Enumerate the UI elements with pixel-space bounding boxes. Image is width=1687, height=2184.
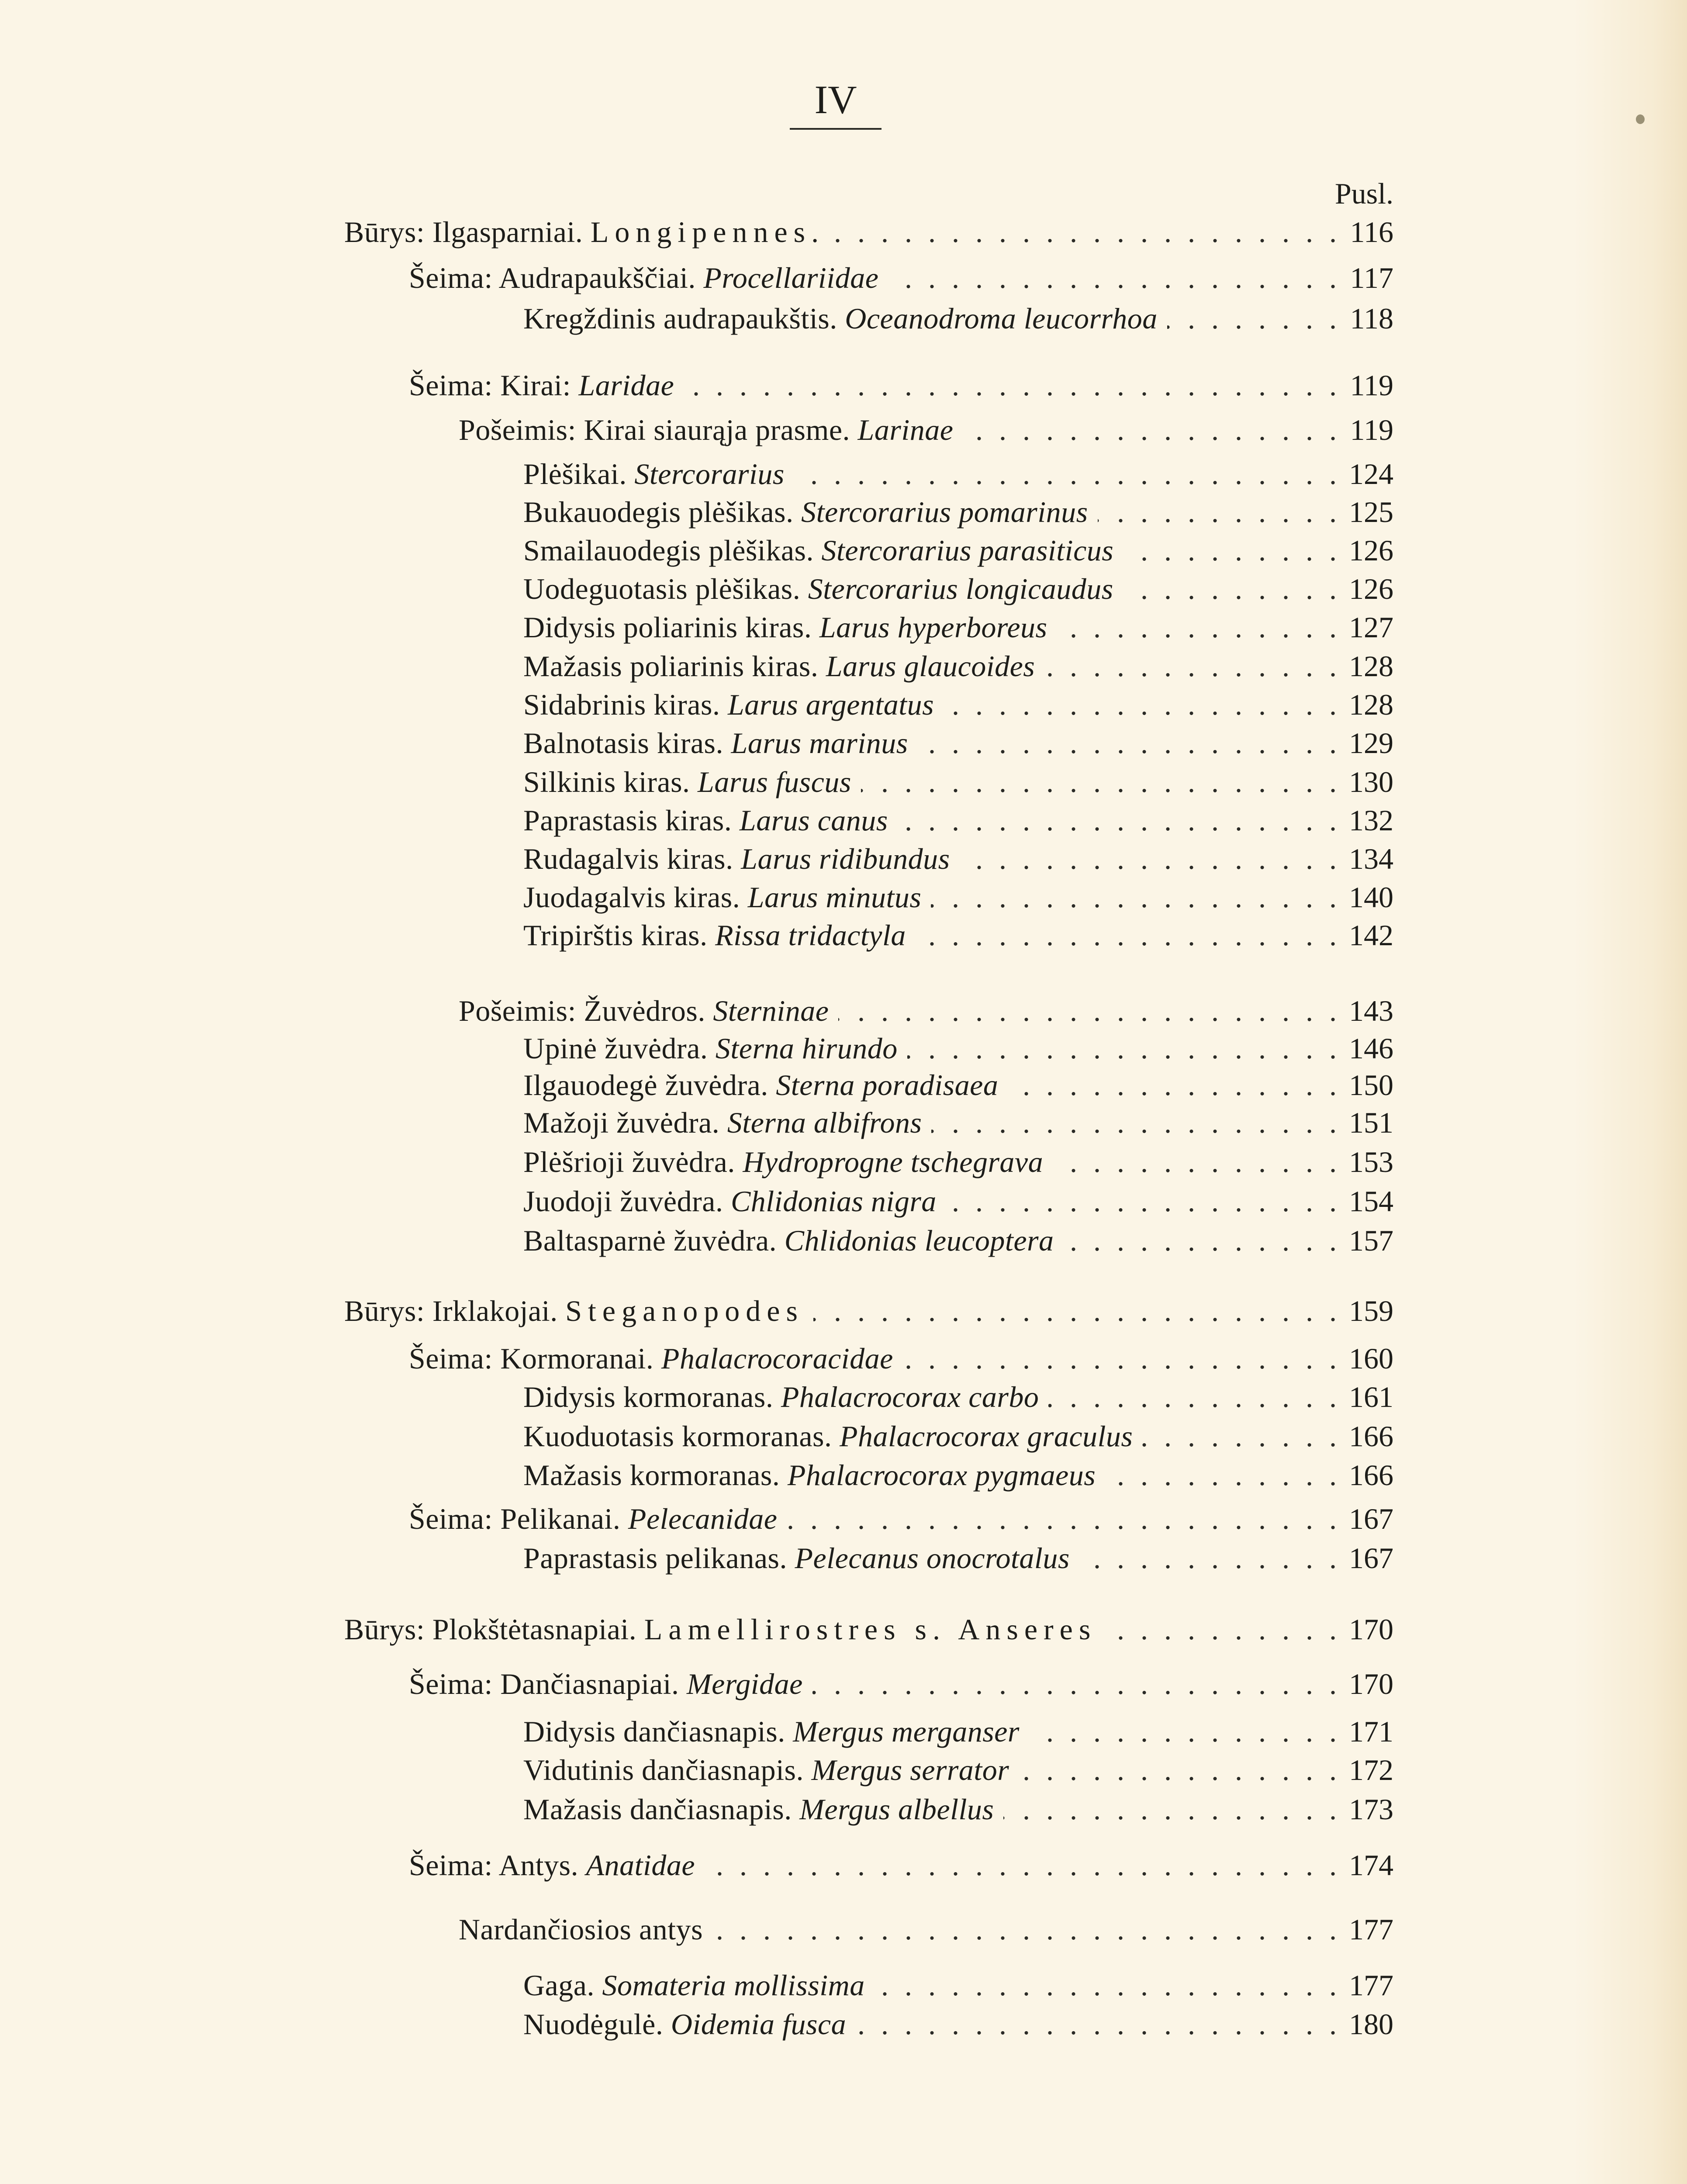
- toc-entry: [523, 456, 1393, 491]
- toc-entry-latin-name: Phalacrocorax carbo: [781, 1380, 1039, 1413]
- toc-entry: [523, 1223, 1393, 1258]
- toc-entry-name: Upinė žuvėdra.: [523, 1032, 708, 1065]
- toc-entry-latin-name: Stercorarius: [634, 457, 785, 491]
- toc-entry-page: 154: [1349, 1185, 1393, 1218]
- toc-entry-page: 119: [1350, 369, 1393, 402]
- toc-entry-name: Plėšrioji žuvėdra.: [523, 1145, 735, 1178]
- toc-entry-title: [523, 2007, 846, 2042]
- toc-entry-latin-order: Lamellirostres s. Anseres: [644, 1613, 1097, 1646]
- dot-leader: [705, 1848, 1341, 1883]
- toc-entry-page: 124: [1349, 457, 1393, 491]
- toc-entry-title: [523, 1379, 1039, 1414]
- toc-entry-rank: Šeima:: [409, 1342, 493, 1375]
- toc-entry-latin-name: Somateria mollissima: [602, 1969, 865, 2002]
- toc-entry-name: Nardančiosios antys: [459, 1913, 703, 1946]
- toc-entry-title: [523, 687, 934, 722]
- toc-entry-name: Kirai:: [500, 369, 571, 402]
- toc-entry-page: 119: [1350, 413, 1393, 446]
- dot-leader: [787, 1501, 1341, 1536]
- toc-entry-rank: Šeima:: [409, 1502, 493, 1535]
- toc-entry-page: 126: [1349, 534, 1393, 567]
- dot-leader: [960, 841, 1341, 876]
- toc-entry: [523, 1031, 1393, 1066]
- toc-entry-page: 172: [1349, 1753, 1393, 1787]
- toc-entry-page: 130: [1349, 765, 1393, 798]
- toc-entry-name: Audrapaukščiai.: [498, 261, 696, 294]
- toc-entry-title: [523, 571, 1113, 606]
- toc-entry: [523, 494, 1393, 529]
- toc-entry-name: Didysis kormoranas.: [523, 1380, 774, 1413]
- dot-leader: [916, 918, 1341, 953]
- toc-entry-latin-name: Stercorarius parasiticus: [821, 534, 1114, 567]
- toc-entry: [344, 214, 1393, 249]
- dot-leader: [1019, 1752, 1341, 1787]
- toc-entry: [409, 1848, 1393, 1883]
- toc-entry-page: 153: [1349, 1145, 1393, 1178]
- toc-entry-rank: Šeima:: [409, 261, 493, 294]
- toc-entry-latin-name: Larus argentatus: [727, 688, 934, 721]
- toc-entry-latin-name: Hydroprogne tschegrava: [743, 1145, 1044, 1178]
- toc-entry-name: Juodagalvis kiras.: [523, 881, 740, 914]
- toc-entry-name: Paprastasis kiras.: [523, 804, 732, 837]
- toc-entry-page: 125: [1349, 495, 1393, 529]
- page-number-rule: [790, 128, 882, 130]
- toc-entry-title: [523, 764, 851, 799]
- toc-entry-title: [409, 368, 674, 403]
- dot-leader: [1098, 494, 1341, 529]
- toc-entry-latin-name: Larus minutus: [747, 881, 922, 914]
- toc-entry-page: 143: [1349, 994, 1393, 1027]
- paper-edge-shading: [1573, 0, 1687, 2184]
- dot-leader: [856, 2007, 1341, 2042]
- toc-entry-title: [344, 214, 825, 249]
- toc-entry-name: Uodeguotasis plėšikas.: [523, 572, 801, 605]
- toc-entry-page: 150: [1349, 1068, 1393, 1102]
- toc-entry-page: 129: [1349, 726, 1393, 760]
- toc-entry-latin-name: Larinae: [857, 413, 954, 446]
- toc-entry-name: Paprastasis pelikanas.: [523, 1541, 787, 1575]
- toc-entry: [523, 301, 1393, 336]
- dot-leader: [838, 993, 1341, 1028]
- dot-leader: [931, 1105, 1341, 1140]
- dot-leader: [1003, 1792, 1341, 1827]
- dot-leader: [1063, 1223, 1341, 1258]
- toc-entry: [523, 1144, 1393, 1179]
- toc-entry-title: [523, 1419, 1133, 1454]
- toc-entry-page: 159: [1349, 1294, 1393, 1327]
- toc-entry-name: Tripirštis kiras.: [523, 919, 708, 952]
- dot-leader: [918, 726, 1341, 760]
- dot-leader: [1053, 1144, 1341, 1179]
- toc-entry-title: [344, 1293, 804, 1328]
- dot-leader: [1105, 1458, 1341, 1493]
- toc-entry-name: Ilgauodegė žuvėdra.: [523, 1068, 768, 1102]
- toc-entry-page: 170: [1349, 1613, 1393, 1646]
- toc-entry: [523, 764, 1393, 799]
- toc-entry-page: 167: [1349, 1541, 1393, 1575]
- toc-entry-name: Juodoji žuvėdra.: [523, 1185, 723, 1218]
- toc-entry: [523, 880, 1393, 915]
- toc-entry-rank: Būrys:: [344, 215, 425, 249]
- toc-entry: [523, 1541, 1393, 1576]
- dot-leader: [903, 1341, 1341, 1376]
- toc-entry: [523, 1714, 1393, 1749]
- toc-entry-latin-name: Phalacrocoracidae: [661, 1342, 893, 1375]
- toc-entry: [523, 1968, 1393, 2003]
- toc-entry: [523, 1458, 1393, 1493]
- toc-entry-page: 140: [1349, 881, 1393, 914]
- toc-entry-title: [409, 1341, 893, 1376]
- dot-leader: [946, 1184, 1341, 1219]
- toc-entry-page: 117: [1350, 261, 1393, 294]
- dot-leader: [794, 456, 1341, 491]
- toc-entry-name: Antys.: [498, 1849, 579, 1882]
- toc-entry-page: 167: [1349, 1502, 1393, 1535]
- toc-entry-page: 171: [1349, 1715, 1393, 1748]
- dot-leader: [875, 1968, 1341, 2003]
- dot-leader: [1057, 610, 1341, 645]
- toc-entry-page: 132: [1349, 804, 1393, 837]
- toc-entry-title: [523, 1752, 1009, 1787]
- toc-entry-title: [344, 1612, 1096, 1647]
- toc-entry: [523, 533, 1393, 568]
- toc-entry-page: 134: [1349, 842, 1393, 875]
- toc-entry-latin-name: Mergus albellus: [799, 1793, 994, 1826]
- toc-entry-name: Balnotasis kiras.: [523, 726, 724, 760]
- toc-entry-latin-name: Larus hyperboreus: [819, 611, 1047, 644]
- toc-entry-page: 174: [1349, 1849, 1393, 1882]
- toc-entry-name: Mažasis dančiasnapis.: [523, 1793, 792, 1826]
- toc-entry: [523, 803, 1393, 838]
- toc-entry-name: Plėšikai.: [523, 457, 627, 491]
- toc-entry-name: Mažasis poliarinis kiras.: [523, 650, 819, 683]
- toc-entry-title: [523, 610, 1047, 645]
- dot-leader: [1079, 1541, 1341, 1576]
- toc-entry-page: 157: [1349, 1224, 1393, 1257]
- toc-entry: [409, 1666, 1393, 1701]
- toc-entry-name: Vidutinis dančiasnapis.: [523, 1753, 804, 1787]
- dot-leader: [931, 880, 1341, 915]
- toc-entry-rank: Šeima:: [409, 1849, 493, 1882]
- dot-leader: [1123, 533, 1341, 568]
- toc-entry-title: [523, 1223, 1054, 1258]
- toc-entry: [409, 1341, 1393, 1376]
- toc-entry-name: Plokštėtasnapiai.: [432, 1613, 637, 1646]
- toc-entry: [344, 1612, 1393, 1647]
- toc-entry-name: Rudagalvis kiras.: [523, 842, 733, 875]
- toc-entry: [523, 918, 1393, 953]
- toc-entry-page: 116: [1350, 215, 1393, 249]
- toc-entry-title: [459, 1912, 703, 1947]
- toc-entry-latin-name: Rissa tridactyla: [715, 919, 906, 952]
- toc-entry-title: [523, 456, 785, 491]
- toc-entry-name: Baltasparnė žuvėdra.: [523, 1224, 777, 1257]
- toc-entry-rank: Šeima:: [409, 369, 493, 402]
- dot-leader: [898, 803, 1341, 838]
- toc-entry-name: Didysis poliarinis kiras.: [523, 611, 812, 644]
- toc-entry-name: Gaga.: [523, 1969, 595, 2002]
- toc-entry-title: [409, 1501, 777, 1536]
- toc-entry-latin-name: Phalacrocorax pygmaeus: [787, 1458, 1096, 1492]
- toc-entry-page: 118: [1350, 302, 1393, 335]
- dot-leader: [1029, 1714, 1341, 1749]
- dot-leader: [907, 1031, 1341, 1066]
- toc-entry: [523, 1184, 1393, 1219]
- toc-entry-title: [523, 1714, 1020, 1749]
- toc-entry-rank: Būrys:: [344, 1294, 425, 1327]
- toc-entry: [523, 610, 1393, 645]
- toc-entry-latin-name: Sterninae: [713, 994, 829, 1027]
- toc-entry-name: Sidabrinis kiras.: [523, 688, 720, 721]
- toc-entry-latin-order: Steganopodes: [565, 1294, 804, 1327]
- toc-entry-name: Smailauodegis plėšikas.: [523, 534, 814, 567]
- toc-entry-latin-name: Larus canus: [739, 804, 888, 837]
- toc-entry-title: [523, 494, 1088, 529]
- dot-leader: [1142, 1419, 1341, 1454]
- dot-leader: [1123, 571, 1341, 606]
- toc-entry-name: Žuvėdros.: [584, 994, 705, 1027]
- toc-entry-name: Kuoduotasis kormoranas.: [523, 1420, 832, 1453]
- toc-entry-page: 180: [1349, 2008, 1393, 2041]
- dot-leader: [813, 1293, 1341, 1328]
- toc-entry-title: [409, 1666, 803, 1701]
- paper-spot: [1636, 114, 1645, 124]
- toc-entry-latin-name: Chlidonias leucoptera: [784, 1224, 1054, 1257]
- toc-entry-rank: Šeima:: [409, 1667, 493, 1700]
- toc-entry-latin-name: Sterna albifrons: [727, 1106, 922, 1139]
- toc-entry-latin-name: Procellariidae: [703, 261, 879, 294]
- toc-entry-title: [523, 1068, 998, 1102]
- dot-leader: [712, 1912, 1341, 1947]
- toc-entry-name: Mažoji žuvėdra.: [523, 1106, 720, 1139]
- dot-leader: [1048, 1379, 1341, 1414]
- toc-entry-title: [523, 1968, 865, 2003]
- toc-entry-page: 160: [1349, 1342, 1393, 1375]
- toc-entry: [523, 726, 1393, 760]
- toc-entry-title: [409, 1848, 695, 1883]
- toc-entry-latin-order: Longipennes.: [590, 215, 825, 249]
- dot-leader: [684, 368, 1341, 403]
- toc-entry: [523, 687, 1393, 722]
- toc-entry-title: [523, 1184, 937, 1219]
- toc-entry-rank: Būrys:: [344, 1613, 425, 1646]
- dot-leader: [944, 687, 1341, 722]
- toc-entry-title: [523, 1031, 898, 1066]
- toc-entry-page: 128: [1349, 688, 1393, 721]
- toc-entry-name: Nuodėgulė.: [523, 2008, 664, 2041]
- dot-leader: [1044, 649, 1341, 684]
- toc-entry-title: [523, 533, 1113, 568]
- toc-entry-name: Didysis dančiasnapis.: [523, 1715, 785, 1748]
- toc-entry-title: [523, 726, 908, 760]
- toc-entry-page: 177: [1349, 1913, 1393, 1946]
- toc-entry-page: 128: [1349, 650, 1393, 683]
- toc-entry-title: [523, 803, 888, 838]
- toc-entry: [523, 2007, 1393, 2042]
- dot-leader: [1106, 1612, 1341, 1647]
- toc-entry-title: [523, 1105, 922, 1140]
- toc-entry: [523, 1792, 1393, 1827]
- toc-entry-name: Pelikanai.: [500, 1502, 621, 1535]
- toc-entry-title: [523, 1458, 1096, 1493]
- toc-entry-page: 177: [1349, 1969, 1393, 2002]
- toc-entry: [409, 1501, 1393, 1536]
- dot-leader: [963, 412, 1341, 447]
- toc-entry-name: Silkinis kiras.: [523, 765, 690, 798]
- toc-entry-latin-name: Chlidonias nigra: [730, 1185, 937, 1218]
- toc-entry-latin-name: Anatidae: [586, 1849, 695, 1882]
- toc-entry-name: Ilgasparniai.: [432, 215, 583, 249]
- dot-leader: [812, 1666, 1341, 1701]
- toc-entry: [409, 260, 1393, 295]
- toc-entry-latin-name: Oceanodroma leucorrhoa: [845, 302, 1158, 335]
- toc-entry-page: 166: [1349, 1458, 1393, 1492]
- toc-entry-name: Kregždinis audrapaukštis.: [523, 302, 837, 335]
- toc-entry: [523, 571, 1393, 606]
- toc-entry-title: [523, 841, 950, 876]
- toc-entry-latin-name: Mergus merganser: [793, 1715, 1020, 1748]
- toc-entry-rank: Pošeimis:: [459, 413, 576, 446]
- toc-entry-page: 161: [1349, 1380, 1393, 1413]
- toc-entry-latin-name: Phalacrocorax graculus: [840, 1420, 1133, 1453]
- toc-entry-page: 170: [1349, 1667, 1393, 1700]
- toc-entry: [459, 412, 1393, 447]
- toc-entry-latin-name: Stercorarius pomarinus: [801, 495, 1088, 529]
- toc-entry-name: Kirai siaurąja prasme.: [584, 413, 850, 446]
- toc-entry-title: [523, 301, 1158, 336]
- toc-entry-name: Mažasis kormoranas.: [523, 1458, 780, 1492]
- toc-entry-latin-name: Pelecanidae: [628, 1502, 778, 1535]
- dot-leader: [834, 214, 1341, 249]
- toc-entry-title: [459, 993, 829, 1028]
- toc-entry-name: Bukauodegis plėšikas.: [523, 495, 794, 529]
- dot-leader: [1008, 1068, 1341, 1102]
- toc-entry-page: 142: [1349, 919, 1393, 952]
- toc-entry-latin-name: Larus ridibundus: [741, 842, 950, 875]
- toc-entry-title: [523, 1541, 1070, 1576]
- toc-entry-title: [523, 918, 906, 953]
- dot-leader: [1167, 301, 1341, 336]
- toc-entry-latin-name: Mergus serrator: [811, 1753, 1009, 1787]
- toc-entry-title: [523, 1792, 994, 1827]
- toc-entry-name: Dančiasnapiai.: [500, 1667, 679, 1700]
- toc-entry-latin-name: Laridae: [578, 369, 674, 402]
- toc-entry-latin-name: Mergidae: [687, 1667, 803, 1700]
- toc-entry: [409, 368, 1393, 403]
- toc-entry-page: 146: [1349, 1032, 1393, 1065]
- toc-entry-latin-name: Larus glaucoides: [826, 650, 1035, 683]
- toc-entry: [459, 1912, 1393, 1947]
- toc-entry-latin-name: Larus fuscus: [698, 765, 851, 798]
- toc-entry: [523, 1105, 1393, 1140]
- toc-entry-latin-name: Larus marinus: [731, 726, 908, 760]
- toc-entry-rank: Pošeimis:: [459, 994, 576, 1027]
- toc-entry: [523, 841, 1393, 876]
- dot-leader: [861, 764, 1341, 799]
- toc-entry: [344, 1293, 1393, 1328]
- dot-leader: [888, 260, 1341, 295]
- toc-entry: [459, 993, 1393, 1028]
- toc-entry-latin-name: Stercorarius longicaudus: [808, 572, 1113, 605]
- toc-entry-title: [523, 880, 921, 915]
- toc-entry-page: 126: [1349, 572, 1393, 605]
- pages-column-label: Pusl.: [1334, 177, 1393, 210]
- toc-entry-title: [409, 260, 878, 295]
- toc-entry: [523, 1379, 1393, 1414]
- toc-entry-latin-name: Sterna hirundo: [715, 1032, 898, 1065]
- toc-entry: [523, 1752, 1393, 1787]
- page-number: IV: [814, 77, 857, 122]
- toc-entry-title: [523, 649, 1035, 684]
- toc-entry: [523, 1068, 1393, 1102]
- toc-entry-title: [459, 412, 953, 447]
- toc-entry-page: 151: [1349, 1106, 1393, 1139]
- toc-entry-page: 173: [1349, 1793, 1393, 1826]
- toc-entry-title: [523, 1144, 1043, 1179]
- toc-entry-name: Kormoranai.: [500, 1342, 654, 1375]
- toc-entry-page: 127: [1349, 611, 1393, 644]
- toc-entry-page: 166: [1349, 1420, 1393, 1453]
- toc-entry: [523, 1419, 1393, 1454]
- toc-entry-name: Irklakojai.: [432, 1294, 558, 1327]
- toc-entry-latin-name: Oidemia fusca: [671, 2008, 847, 2041]
- toc-entry: [523, 649, 1393, 684]
- toc-entry-latin-name: Sterna poradisaea: [776, 1068, 999, 1102]
- toc-entry-latin-name: Pelecanus onocrotalus: [795, 1541, 1070, 1575]
